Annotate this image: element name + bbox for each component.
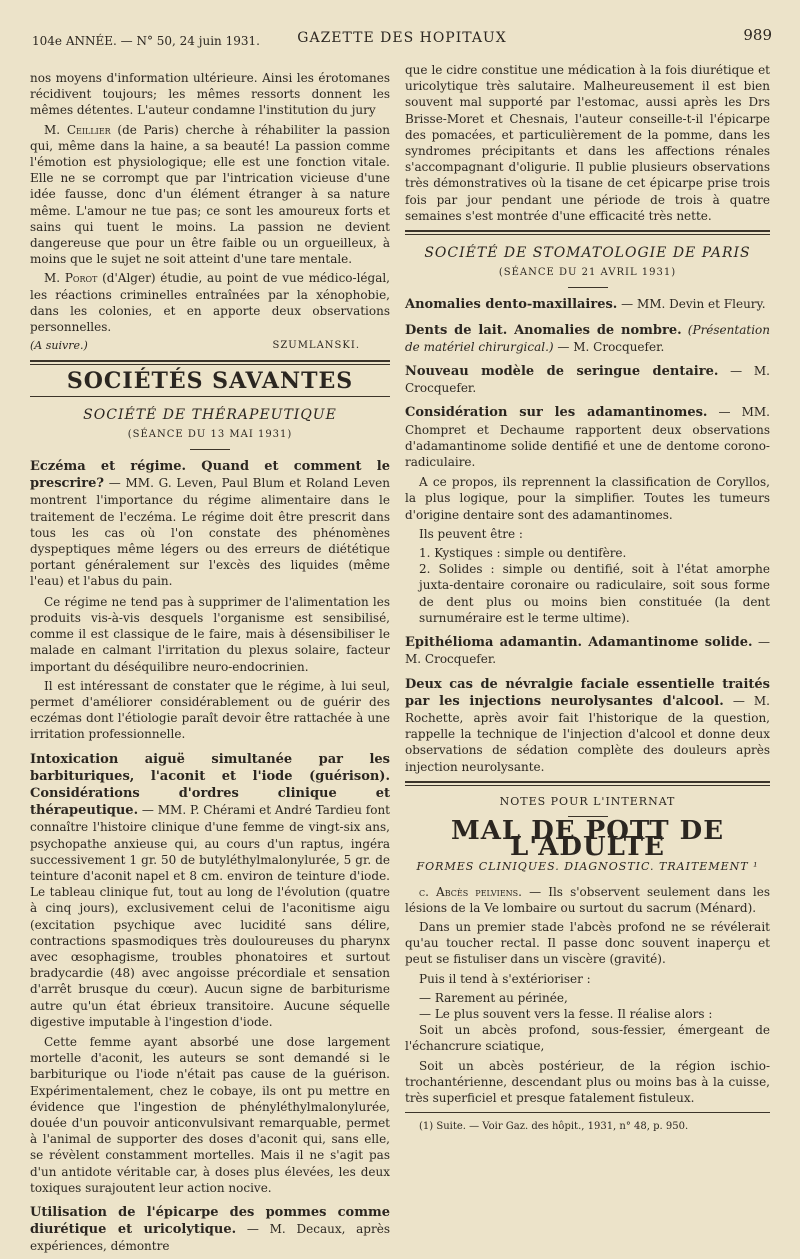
entry bbox=[405, 676, 770, 775]
entry bbox=[405, 363, 770, 396]
subsection-label: c. Abcès pelviens. bbox=[419, 884, 522, 899]
notes-title: NOTES POUR L'INTERNAT bbox=[499, 794, 676, 808]
entry-authors: — M. Crocquefer. bbox=[405, 635, 770, 667]
entry-authors: — M. Crocquefer. bbox=[553, 339, 665, 354]
entry-title: Deux cas de névralgie faciale essentielle traités par les injections neurolysantes d'alcool. bbox=[405, 676, 770, 709]
paragraph: Soit un abcès postérieur, de la région ischio-trochantérienne, descendant plus ou moins bas à la cuisse, très superficiel et presque fatalement fistuleux. bbox=[405, 1058, 770, 1105]
entry-authors: — MM. Chompret et Dechaume bbox=[405, 405, 770, 437]
entry-text: font connaître l'histoire clinique d'une femme de vingt-six ans, psychopathe anxieuse qui, au cours d'un raptus, ingéra successivement 1 gr. 50 de butyléthylmalonylurée, 5 gr. de teinture d'aconit napel et 8 cm. environ de teinture d'iode. Le tableau clinique fut, tout au long de l'évolution (quatre à cinq jours), exclusivement celui de l'aconitisme aigu (excitation psychique avec lucidité sans délire, contractions spasmodiques très douloureuses du pharynx avec œsophagisme, troubles phonatoires et surtout bradycardie (48) avec angoisse précordiale et sensation d'arrêt brusque du cœur). Aucun signe de barbiturisme autre qu'un état ébrieux transitoire. Aucune séquelle digestive imputable à l'ingestion d'iode. bbox=[30, 803, 390, 1029]
entry bbox=[405, 634, 770, 667]
paragraph-text: — Ils s'observent seulement dans les lésions de la Ve lombaire ou surtout du sacrum (Ménard). bbox=[405, 884, 770, 915]
article-subtitle: FORMES CLINIQUES. DIAGNOSTIC. TRAITEMENT ¹ bbox=[416, 860, 759, 874]
section-divider bbox=[405, 781, 770, 786]
paragraph: A ce propos, ils reprennent la classification de Coryllos, la plus logique, pour la simplifier. Toutes les tumeurs d'origine dentaire sont des adamantinomes. bbox=[405, 475, 770, 522]
page-number: 989 bbox=[743, 26, 772, 44]
signature: SZUMLANSKI. bbox=[272, 340, 360, 352]
paragraph: Soit un abcès profond, sous-fessier, émergeant de l'échancrure sciatique, bbox=[405, 1023, 770, 1054]
section-title: SOCIÉTÉS SAVANTES bbox=[66, 368, 354, 395]
author-name: M. Ceillier bbox=[44, 122, 111, 137]
entry-title: Anomalies dento-maxillaires. bbox=[405, 297, 618, 313]
entry-title: Eczéma et régime. Quand et comment le prescrire? bbox=[30, 459, 390, 492]
entry-title: Considération sur les adamantinomes. bbox=[405, 405, 708, 421]
section-divider bbox=[405, 230, 770, 235]
paragraph: nos moyens d'information ultérieure. Ainsi les érotomanes récidivent toujours; les mêmes ressorts donnent les mêmes détentes. L'auteur condamne l'institution du jury bbox=[30, 71, 390, 118]
paragraph-text: (de Paris) cherche à réhabiliter la passion qui, même dans la haine, a sa beauté! La passion comme l'émotion est physiologique; elle est une fonction vitale. Elle ne se corrompt que par l'intrication vicieuse d'une idée fausse, donc d'un élément étranger à sa nature même. L'amour ne tue pas; ce sont les amoureux forts et sains qui tuent le moins. La passion ne devient dangereuse que pour un être faible ou un orgueilleux, à moins que le sujet ne soit atteint d'une tare mentale. bbox=[30, 122, 390, 267]
journal-title: GAZETTE DES HOPITAUX bbox=[297, 30, 507, 46]
signature-line bbox=[30, 338, 390, 354]
location-list bbox=[405, 990, 770, 1022]
tumor-list bbox=[405, 545, 770, 626]
entry-authors: — MM. G. Leven, Paul Blum et Roland Leven bbox=[103, 476, 390, 491]
list-item: — Le plus souvent vers la fesse. Il réalise alors : bbox=[419, 1006, 713, 1021]
entry-authors: — M. Decaux, bbox=[236, 1222, 346, 1237]
session-date: (SÉANCE DU 13 MAI 1931) bbox=[127, 428, 293, 440]
entry-authors: — MM. Devin et Fleury. bbox=[617, 297, 766, 312]
society-title: SOCIÉTÉ DE THÉRAPEUTIQUE bbox=[83, 406, 337, 423]
footnote: (1) Suite. — Voir Gaz. des hôpit., 1931, n° 48, p. 950. bbox=[419, 1121, 689, 1133]
list-item: — Rarement au périnée, bbox=[419, 990, 568, 1005]
paragraph: Dans un premier stade l'abcès profond ne se révélerait qu'au toucher rectal. Il passe donc souvent inaperçu et peut se fistuliser dans un viscère (gravité). bbox=[405, 919, 770, 967]
entry-text: après avoir fait l'historique de la question, rappelle la technique de l'injection d'alcool et donne deux observations de sédation complète des douleurs après injection neurolysante. bbox=[405, 710, 770, 774]
entry-authors: — M. Rochette, bbox=[405, 693, 771, 725]
short-divider bbox=[568, 287, 608, 288]
entry bbox=[405, 322, 770, 355]
entry bbox=[30, 751, 390, 1030]
entry-authors: — M. Crocquefer. bbox=[405, 364, 770, 396]
left-column bbox=[30, 70, 390, 1259]
entry-title: Epithélioma adamantin. Adamantinome solide. bbox=[405, 635, 753, 651]
footnote-divider bbox=[405, 1112, 770, 1113]
paragraph: Ils peuvent être : bbox=[419, 526, 523, 541]
paragraph bbox=[405, 884, 770, 916]
author-name: M. Porot bbox=[44, 271, 98, 286]
session-date: (SÉANCE DU 21 AVRIL 1931) bbox=[498, 267, 677, 279]
paragraph: Cette femme ayant absorbé une dose largement mortelle d'aconit, les auteurs se sont demandé si le barbiturique ou l'iode n'était pas cause de la guérison. Expérimentalement, chez le cobaye, ils ont pu mettre en évidence que l'ingestion de phényléthylmalonylurée, douée d'un pouvoir anticonvulsivant remarquable, permet à l'animal de supporter des doses d'aconit qui, sans elle, se révèlent constamment mortelles. Mais il ne s'agit pas d'un antidote véritable car, à doses plus élevées, les deux toxiques surajoutent leur action nocive. bbox=[30, 1034, 390, 1195]
paragraph bbox=[30, 122, 390, 268]
issue-info: 104e ANNÉE. — N° 50, 24 juin 1931. bbox=[32, 34, 260, 48]
entry-note: (Présentation de matériel chirurgical.) bbox=[405, 322, 770, 354]
divider bbox=[30, 396, 390, 397]
entry-authors: — MM. P. Chérami et André Tardieu bbox=[138, 803, 362, 818]
entry-title: Utilisation de l'épicarpe des pommes comme diurétique et uricolytique. bbox=[30, 1205, 390, 1238]
entry-title: Dents de lait. Anomalies de nombre. bbox=[405, 322, 682, 338]
paragraph: que le cidre constitue une médication à la fois diurétique et uricolytique très salutaire. Malheureusement il est bien souvent mal supporté par l'estomac, aussi après les Drs Brisse-Moret et Chesnais, l'auteur conseille-t-il l'épicarpe des pomacées, et particulièrement de la pomme, dans les syndromes précipitants et dans les affections rénales s'accompagnant d'oligurie. Il publie plusieurs observations très démonstratives où la tisane de cet épicarpe prise trois fois par jour pendant une période de trois à quatre semaines s'est montrée d'une efficacité très nette. bbox=[405, 63, 770, 223]
entry-text: après expériences, démontre bbox=[30, 1222, 390, 1254]
paragraph-text: (d'Alger) étudie, au point de vue médico-légal, les réactions criminelles entraînées par la xénophobie, dans les colonies, et en apporte deux observations personnelles. bbox=[30, 271, 390, 335]
paragraph: Puis il tend à s'extérioriser : bbox=[419, 971, 591, 986]
paragraph: Il est intéressant de constater que le régime, à lui seul, permet d'améliorer considérablement ou de guérir des eczémas dont l'étiologie paraît devoir être rattachée à une irritation professionnelle. bbox=[30, 678, 390, 742]
right-column bbox=[405, 62, 770, 1135]
page-header bbox=[32, 28, 772, 54]
list-item: 2. Solides : simple ou dentifié, soit à l'état amorphe juxta-dentaire coronaire ou radiculaire, soit sous forme de dent plus ou moins bien constituée (la dent surnuméraire est le terme ultime). bbox=[419, 562, 770, 625]
to-be-continued: (A suivre.) bbox=[30, 339, 88, 353]
entry bbox=[405, 404, 770, 470]
paragraph: Ce régime ne tend pas à supprimer de l'alimentation les produits vis-à-vis desquels l'organisme est sensibilisé, comme il est classique de le faire, mais à désensibiliser le malade en calmant l'irritation du plexus solaire, facteur important du déséquilibre neuro-endocrinien. bbox=[30, 594, 390, 674]
entry bbox=[405, 296, 770, 313]
section-divider bbox=[30, 360, 390, 365]
entry-text: rapportent deux observations d'adamantinome solide dentifié et une de dentome corono-radiculaire. bbox=[405, 422, 770, 470]
society-title: SOCIÉTÉ DE STOMATOLOGIE DE PARIS bbox=[424, 245, 751, 262]
paragraph bbox=[30, 270, 390, 335]
entry bbox=[30, 1204, 390, 1255]
entry-title: Intoxication aiguë simultanée par les barbituriques, l'aconit et l'iode (guérison). Considérations d'ordres clinique et thérapeutique. bbox=[30, 751, 390, 819]
entry-text: montrent l'importance du régime alimentaire dans le traitement de l'eczéma. Le régime doit être prescrit dans tous les cas où l'on constate des phénomènes dyspeptiques même légers ou des erreurs de diététique portant généralement sur l'excès des liquides (même l'eau) et l'abus du pain. bbox=[30, 493, 390, 589]
list-item: 1. Kystiques : simple ou dentifère. bbox=[419, 546, 627, 561]
short-divider bbox=[190, 449, 230, 450]
entry bbox=[30, 458, 390, 590]
entry-title: Nouveau modèle de seringue dentaire. bbox=[405, 364, 719, 380]
article-title: MAL DE POTT DE L'ADULTE bbox=[450, 815, 725, 863]
